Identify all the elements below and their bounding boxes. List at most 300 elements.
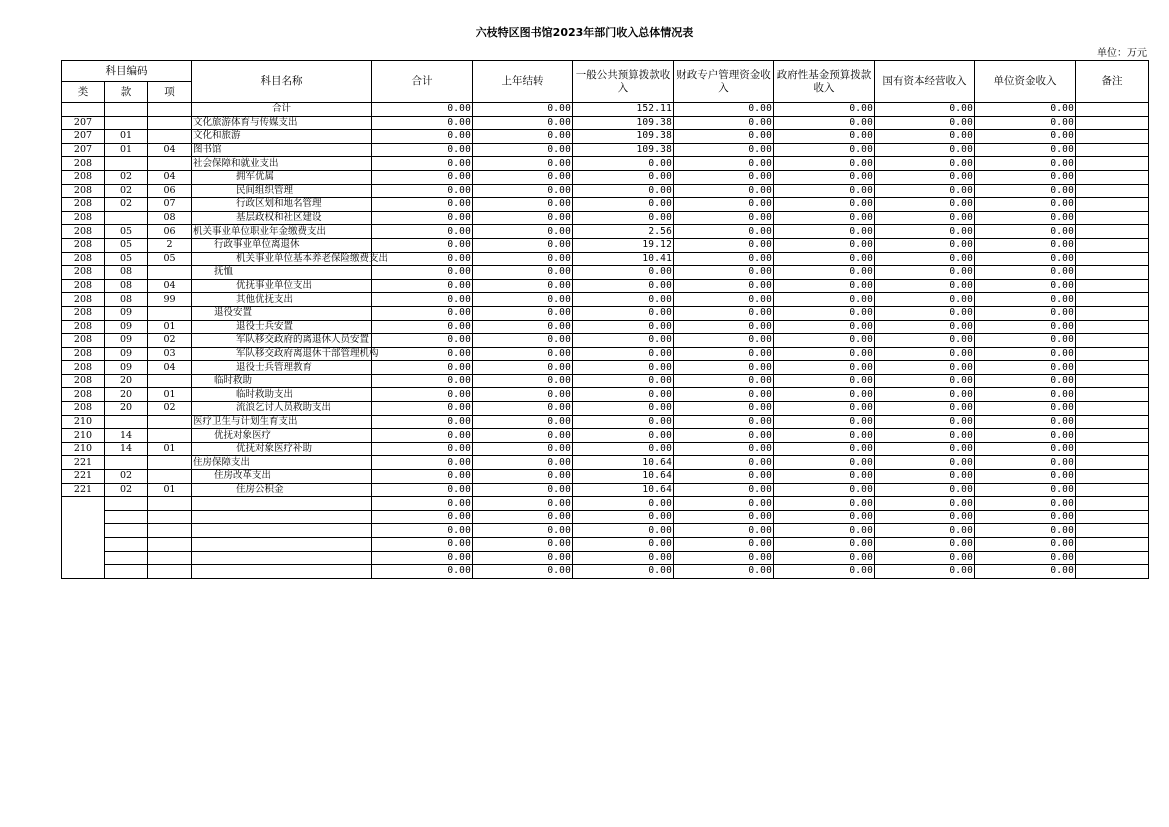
cell-lei: 208 — [62, 293, 105, 307]
header-gov-fund: 政府性基金预算拨款收入 — [774, 61, 875, 103]
cell-total: 0.00 — [372, 470, 473, 484]
cell-remark — [1076, 334, 1149, 348]
cell-total: 0.00 — [372, 279, 473, 293]
cell-gov-fund: 0.00 — [774, 238, 875, 252]
cell-remark — [1076, 279, 1149, 293]
cell-remark — [1076, 510, 1149, 524]
cell-general-budget: 0.00 — [573, 198, 674, 212]
cell-gov-fund: 0.00 — [774, 198, 875, 212]
cell-carryover: 0.00 — [473, 483, 573, 497]
cell-lei: 208 — [62, 320, 105, 334]
cell-special-fund: 0.00 — [674, 211, 774, 225]
cell-name: 流浪乞讨人员救助支出 — [192, 402, 372, 416]
cell-remark — [1076, 538, 1149, 552]
cell-lei: 208 — [62, 334, 105, 348]
cell-total: 0.00 — [372, 293, 473, 307]
cell-total: 0.00 — [372, 429, 473, 443]
cell-kuan: 02 — [105, 483, 148, 497]
cell-carryover: 0.00 — [473, 266, 573, 280]
cell-state-capital: 0.00 — [875, 238, 975, 252]
cell-unit-fund: 0.00 — [975, 538, 1076, 552]
cell-state-capital: 0.00 — [875, 198, 975, 212]
cell-state-capital: 0.00 — [875, 306, 975, 320]
cell-remark — [1076, 143, 1149, 157]
cell-remark — [1076, 497, 1149, 511]
cell-lei: 221 — [62, 456, 105, 470]
cell-general-budget: 10.64 — [573, 483, 674, 497]
cell-remark — [1076, 320, 1149, 334]
cell-carryover: 0.00 — [473, 497, 573, 511]
cell-kuan: 08 — [105, 266, 148, 280]
cell-gov-fund: 0.00 — [774, 116, 875, 130]
cell-special-fund: 0.00 — [674, 225, 774, 239]
cell-xiang: 04 — [148, 143, 192, 157]
cell-xiang — [148, 510, 192, 524]
cell-unit-fund: 0.00 — [975, 442, 1076, 456]
cell-general-budget: 152.11 — [573, 103, 674, 117]
cell-lei: 208 — [62, 402, 105, 416]
cell-gov-fund: 0.00 — [774, 388, 875, 402]
cell-state-capital: 0.00 — [875, 442, 975, 456]
cell-special-fund: 0.00 — [674, 293, 774, 307]
cell-xiang: 04 — [148, 279, 192, 293]
table-row — [62, 306, 1149, 320]
table-row — [62, 374, 1149, 388]
cell-kuan: 14 — [105, 442, 148, 456]
cell-remark — [1076, 306, 1149, 320]
table-row — [62, 130, 1149, 144]
cell-xiang: 05 — [148, 252, 192, 266]
cell-general-budget: 0.00 — [573, 320, 674, 334]
cell-remark — [1076, 184, 1149, 198]
cell-name: 优抚事业单位支出 — [192, 279, 372, 293]
cell-state-capital: 0.00 — [875, 538, 975, 552]
cell-kuan: 01 — [105, 130, 148, 144]
cell-kuan: 05 — [105, 238, 148, 252]
cell-unit-fund: 0.00 — [975, 429, 1076, 443]
cell-state-capital: 0.00 — [875, 347, 975, 361]
cell-general-budget: 0.00 — [573, 184, 674, 198]
cell-special-fund: 0.00 — [674, 483, 774, 497]
cell-xiang: 02 — [148, 402, 192, 416]
cell-name — [192, 565, 372, 579]
cell-total: 0.00 — [372, 252, 473, 266]
cell-general-budget: 0.00 — [573, 211, 674, 225]
cell-total: 0.00 — [372, 143, 473, 157]
cell-xiang — [148, 116, 192, 130]
cell-kuan: 20 — [105, 374, 148, 388]
cell-total: 0.00 — [372, 306, 473, 320]
cell-kuan: 02 — [105, 470, 148, 484]
cell-xiang: 2 — [148, 238, 192, 252]
cell-unit-fund: 0.00 — [975, 170, 1076, 184]
cell-remark — [1076, 225, 1149, 239]
header-kuan: 款 — [105, 82, 148, 103]
cell-lei: 207 — [62, 143, 105, 157]
table-row-blank — [62, 524, 1149, 538]
cell-state-capital: 0.00 — [875, 374, 975, 388]
cell-gov-fund: 0.00 — [774, 157, 875, 171]
cell-special-fund: 0.00 — [674, 538, 774, 552]
cell-total: 0.00 — [372, 116, 473, 130]
cell-special-fund: 0.00 — [674, 116, 774, 130]
cell-remark — [1076, 456, 1149, 470]
cell-carryover: 0.00 — [473, 306, 573, 320]
cell-total: 0.00 — [372, 510, 473, 524]
cell-gov-fund: 0.00 — [774, 470, 875, 484]
cell-carryover: 0.00 — [473, 320, 573, 334]
cell-unit-fund: 0.00 — [975, 225, 1076, 239]
cell-total: 0.00 — [372, 266, 473, 280]
cell-gov-fund: 0.00 — [774, 524, 875, 538]
cell-gov-fund: 0.00 — [774, 551, 875, 565]
cell-name — [192, 524, 372, 538]
cell-unit-fund: 0.00 — [975, 266, 1076, 280]
cell-lei: 221 — [62, 483, 105, 497]
cell-general-budget: 0.00 — [573, 388, 674, 402]
cell-carryover: 0.00 — [473, 402, 573, 416]
cell-xiang — [148, 374, 192, 388]
header-xiang: 项 — [148, 82, 192, 103]
cell-unit-fund: 0.00 — [975, 347, 1076, 361]
cell-special-fund: 0.00 — [674, 497, 774, 511]
cell-name: 文化和旅游 — [192, 130, 372, 144]
cell-kuan: 09 — [105, 361, 148, 375]
cell-xiang — [148, 157, 192, 171]
cell-gov-fund: 0.00 — [774, 170, 875, 184]
cell-remark — [1076, 442, 1149, 456]
cell-state-capital: 0.00 — [875, 103, 975, 117]
cell-carryover: 0.00 — [473, 103, 573, 117]
cell-total: 0.00 — [372, 238, 473, 252]
cell-state-capital: 0.00 — [875, 483, 975, 497]
cell-xiang: 04 — [148, 361, 192, 375]
header-carryover: 上年结转 — [473, 61, 573, 103]
cell-name: 行政事业单位离退休 — [192, 238, 372, 252]
cell-name: 拥军优属 — [192, 170, 372, 184]
cell-lei: 221 — [62, 470, 105, 484]
cell-kuan: 01 — [105, 143, 148, 157]
cell-carryover: 0.00 — [473, 388, 573, 402]
table-row — [62, 116, 1149, 130]
cell-name: 优抚对象医疗补助 — [192, 442, 372, 456]
cell-remark — [1076, 402, 1149, 416]
cell-xiang: 06 — [148, 184, 192, 198]
cell-gov-fund: 0.00 — [774, 374, 875, 388]
cell-state-capital: 0.00 — [875, 510, 975, 524]
cell-carryover: 0.00 — [473, 551, 573, 565]
cell-xiang — [148, 524, 192, 538]
cell-special-fund: 0.00 — [674, 170, 774, 184]
cell-special-fund: 0.00 — [674, 334, 774, 348]
cell-state-capital: 0.00 — [875, 361, 975, 375]
table-row — [62, 170, 1149, 184]
cell-unit-fund: 0.00 — [975, 279, 1076, 293]
cell-general-budget: 0.00 — [573, 361, 674, 375]
cell-xiang — [148, 551, 192, 565]
cell-total: 0.00 — [372, 225, 473, 239]
cell-special-fund: 0.00 — [674, 266, 774, 280]
cell-xiang: 04 — [148, 170, 192, 184]
cell-xiang — [148, 130, 192, 144]
cell-xiang — [148, 306, 192, 320]
cell-remark — [1076, 157, 1149, 171]
cell-name: 住房改革支出 — [192, 470, 372, 484]
cell-total: 0.00 — [372, 320, 473, 334]
cell-xiang: 03 — [148, 347, 192, 361]
table-row — [62, 415, 1149, 429]
cell-state-capital: 0.00 — [875, 170, 975, 184]
cell-gov-fund: 0.00 — [774, 103, 875, 117]
cell-state-capital: 0.00 — [875, 320, 975, 334]
cell-total: 0.00 — [372, 442, 473, 456]
cell-state-capital: 0.00 — [875, 497, 975, 511]
cell-total: 0.00 — [372, 103, 473, 117]
cell-remark — [1076, 198, 1149, 212]
cell-total: 0.00 — [372, 334, 473, 348]
cell-special-fund: 0.00 — [674, 157, 774, 171]
cell-remark — [1076, 565, 1149, 579]
cell-special-fund: 0.00 — [674, 470, 774, 484]
table-row — [62, 293, 1149, 307]
cell-kuan: 05 — [105, 252, 148, 266]
cell-unit-fund: 0.00 — [975, 143, 1076, 157]
cell-remark — [1076, 524, 1149, 538]
table-row-blank — [62, 510, 1149, 524]
cell-name — [192, 510, 372, 524]
cell-name: 临时救助支出 — [192, 388, 372, 402]
cell-gov-fund: 0.00 — [774, 456, 875, 470]
cell-remark — [1076, 211, 1149, 225]
cell-carryover: 0.00 — [473, 116, 573, 130]
cell-carryover: 0.00 — [473, 198, 573, 212]
cell-kuan — [105, 510, 148, 524]
cell-lei: 208 — [62, 238, 105, 252]
table-row — [62, 470, 1149, 484]
cell-carryover: 0.00 — [473, 374, 573, 388]
cell-gov-fund: 0.00 — [774, 565, 875, 579]
cell-carryover: 0.00 — [473, 238, 573, 252]
cell-total: 0.00 — [372, 415, 473, 429]
cell-remark — [1076, 374, 1149, 388]
table-row — [62, 279, 1149, 293]
cell-special-fund: 0.00 — [674, 456, 774, 470]
cell-special-fund: 0.00 — [674, 388, 774, 402]
cell-state-capital: 0.00 — [875, 470, 975, 484]
table-row — [62, 442, 1149, 456]
cell-remark — [1076, 252, 1149, 266]
cell-state-capital: 0.00 — [875, 116, 975, 130]
cell-lei-blank — [62, 497, 105, 579]
cell-state-capital: 0.00 — [875, 293, 975, 307]
cell-xiang: 01 — [148, 442, 192, 456]
cell-kuan: 20 — [105, 388, 148, 402]
cell-general-budget: 109.38 — [573, 143, 674, 157]
cell-lei: 208 — [62, 266, 105, 280]
cell-general-budget: 0.00 — [573, 538, 674, 552]
header-total: 合计 — [372, 61, 473, 103]
cell-general-budget: 19.12 — [573, 238, 674, 252]
cell-total: 0.00 — [372, 361, 473, 375]
cell-xiang: 06 — [148, 225, 192, 239]
cell-gov-fund: 0.00 — [774, 415, 875, 429]
cell-special-fund: 0.00 — [674, 238, 774, 252]
cell-general-budget: 0.00 — [573, 402, 674, 416]
cell-gov-fund: 0.00 — [774, 211, 875, 225]
cell-kuan: 09 — [105, 306, 148, 320]
cell-xiang — [148, 470, 192, 484]
cell-unit-fund: 0.00 — [975, 252, 1076, 266]
table-row — [62, 429, 1149, 443]
cell-carryover: 0.00 — [473, 415, 573, 429]
cell-unit-fund: 0.00 — [975, 320, 1076, 334]
cell-total: 0.00 — [372, 551, 473, 565]
cell-xiang: 08 — [148, 211, 192, 225]
cell-total: 0.00 — [372, 524, 473, 538]
cell-kuan — [105, 565, 148, 579]
table-row — [62, 361, 1149, 375]
cell-special-fund: 0.00 — [674, 361, 774, 375]
cell-name: 抚恤 — [192, 266, 372, 280]
cell-total: 0.00 — [372, 402, 473, 416]
cell-carryover: 0.00 — [473, 157, 573, 171]
cell-carryover: 0.00 — [473, 225, 573, 239]
table-body — [62, 103, 1149, 579]
cell-general-budget: 0.00 — [573, 334, 674, 348]
cell-gov-fund: 0.00 — [774, 320, 875, 334]
cell-name: 医疗卫生与计划生育支出 — [192, 415, 372, 429]
cell-state-capital: 0.00 — [875, 334, 975, 348]
cell-lei: 207 — [62, 130, 105, 144]
cell-xiang: 99 — [148, 293, 192, 307]
cell-total: 0.00 — [372, 388, 473, 402]
cell-name: 机关事业单位基本养老保险缴费支出 — [192, 252, 372, 266]
table-row — [62, 252, 1149, 266]
cell-xiang — [148, 266, 192, 280]
cell-carryover: 0.00 — [473, 442, 573, 456]
cell-carryover: 0.00 — [473, 347, 573, 361]
cell-unit-fund: 0.00 — [975, 402, 1076, 416]
cell-general-budget: 10.64 — [573, 470, 674, 484]
cell-special-fund: 0.00 — [674, 442, 774, 456]
cell-gov-fund: 0.00 — [774, 252, 875, 266]
cell-total: 0.00 — [372, 483, 473, 497]
cell-gov-fund: 0.00 — [774, 266, 875, 280]
cell-special-fund: 0.00 — [674, 306, 774, 320]
cell-lei: 208 — [62, 374, 105, 388]
cell-xiang — [148, 103, 192, 117]
cell-kuan — [105, 551, 148, 565]
header-unit-fund: 单位资金收入 — [975, 61, 1076, 103]
cell-special-fund: 0.00 — [674, 143, 774, 157]
cell-special-fund: 0.00 — [674, 374, 774, 388]
cell-general-budget: 0.00 — [573, 293, 674, 307]
cell-name: 民间组织管理 — [192, 184, 372, 198]
cell-remark — [1076, 103, 1149, 117]
header-special-fund: 财政专户管理资金收入 — [674, 61, 774, 103]
cell-name: 临时救助 — [192, 374, 372, 388]
cell-lei: 210 — [62, 442, 105, 456]
cell-unit-fund: 0.00 — [975, 361, 1076, 375]
cell-kuan — [105, 497, 148, 511]
cell-carryover: 0.00 — [473, 170, 573, 184]
cell-state-capital: 0.00 — [875, 143, 975, 157]
cell-state-capital: 0.00 — [875, 225, 975, 239]
cell-special-fund: 0.00 — [674, 184, 774, 198]
table-row-blank — [62, 497, 1149, 511]
cell-lei: 208 — [62, 252, 105, 266]
cell-gov-fund: 0.00 — [774, 184, 875, 198]
cell-unit-fund: 0.00 — [975, 116, 1076, 130]
cell-unit-fund: 0.00 — [975, 524, 1076, 538]
table-row — [62, 347, 1149, 361]
cell-carryover: 0.00 — [473, 252, 573, 266]
cell-special-fund: 0.00 — [674, 524, 774, 538]
cell-remark — [1076, 130, 1149, 144]
cell-remark — [1076, 470, 1149, 484]
table-row — [62, 266, 1149, 280]
cell-state-capital: 0.00 — [875, 565, 975, 579]
cell-general-budget: 0.00 — [573, 551, 674, 565]
cell-unit-fund: 0.00 — [975, 470, 1076, 484]
cell-general-budget: 109.38 — [573, 130, 674, 144]
cell-state-capital: 0.00 — [875, 415, 975, 429]
cell-lei: 208 — [62, 198, 105, 212]
cell-state-capital: 0.00 — [875, 211, 975, 225]
cell-unit-fund: 0.00 — [975, 306, 1076, 320]
cell-unit-fund: 0.00 — [975, 293, 1076, 307]
cell-remark — [1076, 238, 1149, 252]
cell-general-budget: 0.00 — [573, 565, 674, 579]
cell-gov-fund: 0.00 — [774, 143, 875, 157]
cell-name: 文化旅游体育与传媒支出 — [192, 116, 372, 130]
cell-carryover: 0.00 — [473, 361, 573, 375]
cell-carryover: 0.00 — [473, 524, 573, 538]
cell-total: 0.00 — [372, 130, 473, 144]
cell-name — [192, 497, 372, 511]
cell-gov-fund: 0.00 — [774, 334, 875, 348]
cell-special-fund: 0.00 — [674, 429, 774, 443]
cell-total: 0.00 — [372, 497, 473, 511]
cell-remark — [1076, 551, 1149, 565]
cell-lei: 208 — [62, 184, 105, 198]
cell-name — [192, 538, 372, 552]
cell-special-fund: 0.00 — [674, 402, 774, 416]
cell-gov-fund: 0.00 — [774, 361, 875, 375]
cell-carryover: 0.00 — [473, 510, 573, 524]
cell-kuan — [105, 538, 148, 552]
cell-gov-fund: 0.00 — [774, 306, 875, 320]
cell-general-budget: 0.00 — [573, 374, 674, 388]
header-name: 科目名称 — [192, 61, 372, 103]
cell-kuan: 09 — [105, 347, 148, 361]
table-row — [62, 402, 1149, 416]
cell-unit-fund: 0.00 — [975, 510, 1076, 524]
table-row-blank — [62, 565, 1149, 579]
cell-lei: 208 — [62, 211, 105, 225]
cell-lei: 208 — [62, 306, 105, 320]
cell-lei: 208 — [62, 279, 105, 293]
cell-general-budget: 10.41 — [573, 252, 674, 266]
table-row-blank — [62, 551, 1149, 565]
cell-name: 图书馆 — [192, 143, 372, 157]
cell-kuan — [105, 415, 148, 429]
cell-kuan: 09 — [105, 334, 148, 348]
table-row — [62, 238, 1149, 252]
header-general-budget: 一般公共预算拨款收入 — [573, 61, 674, 103]
cell-state-capital: 0.00 — [875, 252, 975, 266]
table-row — [62, 211, 1149, 225]
